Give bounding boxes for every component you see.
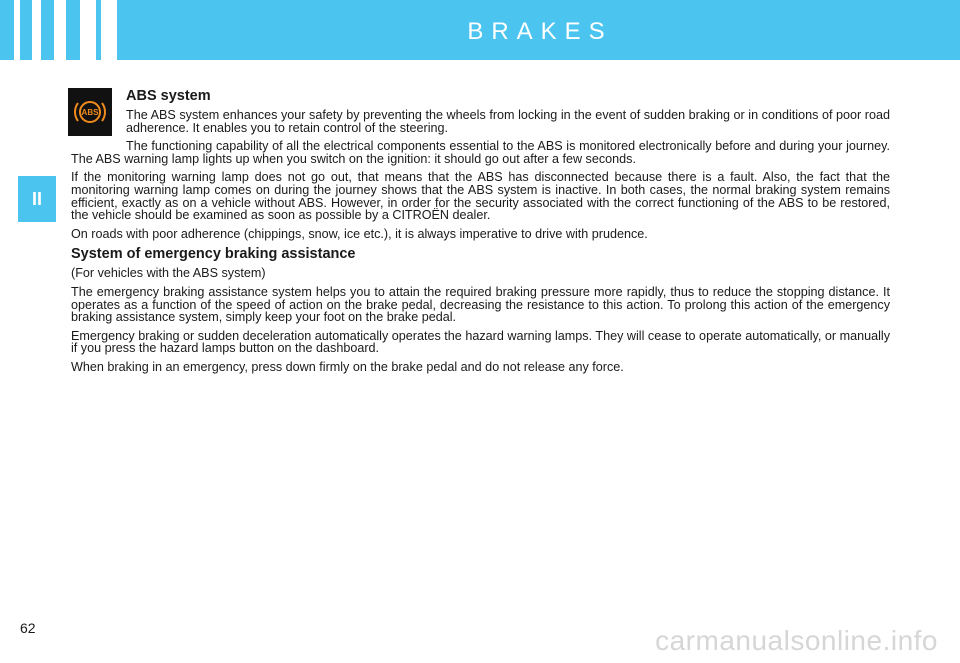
abs-paragraph: The functioning capability of all the electrical components essential to the ABS is monitored electronically before and during your journey. The ABS warning lamp lights up when you switch on the ignition: it should go out after a few seconds. xyxy=(71,139,890,166)
abs-section-title: ABS system xyxy=(126,88,211,104)
abs-paragraph: The ABS system enhances your safety by preventing the wheels from locking in the event of sudden braking or in conditions of poor road adherence. It enables you to retain control of the steering. xyxy=(126,108,890,135)
abs-paragraph: If the monitoring warning lamp does not go out, that means that the ABS has disconnected because there is a fault. Also, the fact that the monitoring warning lamp comes on during the journey shows that the ABS system is inactive. In both cases, the normal braking system remains efficient, exactly as on a vehicle without ABS. However, in order for the security associated with the correct functioning of the ABS to be restored, the vehicle should be examined as soon as possible by a CITROËN dealer. xyxy=(71,170,890,223)
emergency-section-title: System of emergency braking assistance xyxy=(71,246,356,263)
svg-text:ABS: ABS xyxy=(81,108,99,117)
header-stripes xyxy=(0,0,120,60)
emergency-paragraph: When braking in an emergency, press down firmly on the brake pedal and do not release any force. xyxy=(71,359,624,374)
emergency-paragraph: (For vehicles with the ABS system) xyxy=(71,266,266,281)
emergency-paragraph: The emergency braking assistance system helps you to attain the required braking pressure more rapidly, thus to reduce the stopping distance. It operates as a function of the speed of action on the brake pedal, decreasing the resistance to this action. To prolong this action of the emergency braking assistance system, simply keep your foot on the brake pedal. xyxy=(71,284,890,325)
page-number: 62 xyxy=(20,620,36,636)
page-header xyxy=(0,0,960,60)
watermark: carmanualsonline.info xyxy=(655,625,938,656)
abs-paragraph: On roads with poor adherence (chippings, snow, ice etc.), it is always imperative to drive with prudence. xyxy=(71,226,648,241)
chapter-tab: II xyxy=(18,176,56,222)
emergency-paragraph: Emergency braking or sudden deceleration automatically operates the hazard warning lamps. They will cease to operate automatically, or manually if you press the hazard lamps button on the dashboard. xyxy=(71,328,890,356)
main-content xyxy=(71,88,890,380)
page-title: BRAKES xyxy=(467,18,613,45)
